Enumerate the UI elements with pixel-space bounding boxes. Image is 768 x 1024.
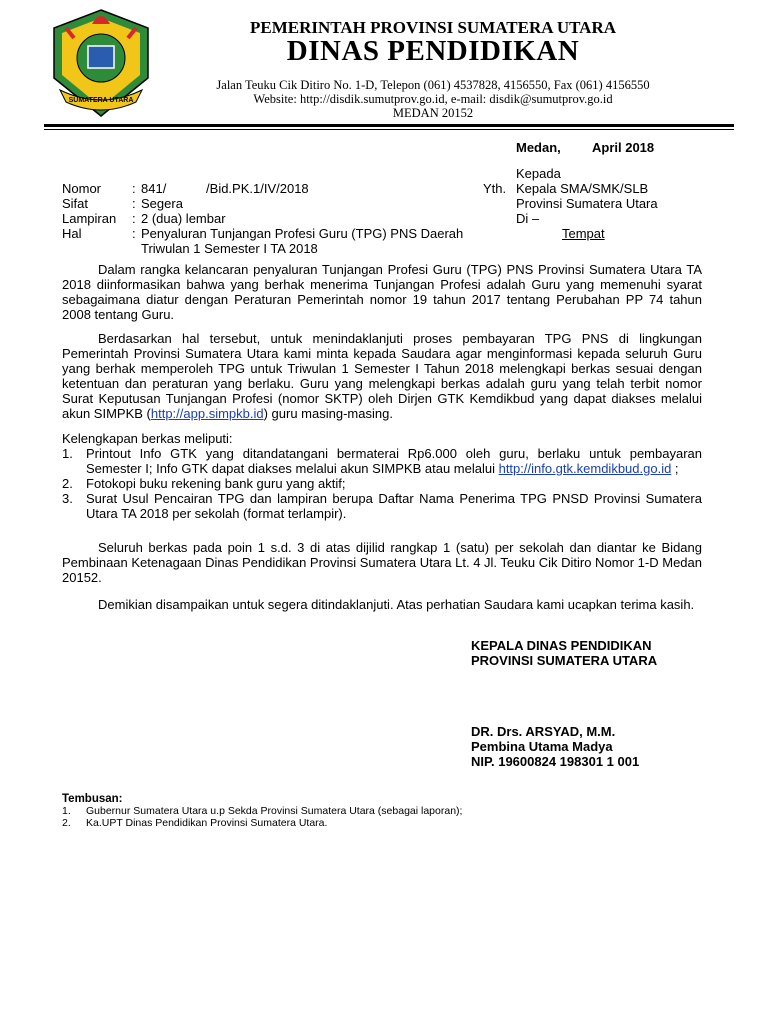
tembusan-list xyxy=(62,805,622,829)
meta-label: Sifat xyxy=(62,196,89,211)
address-web-line: Website: http://disdik.sumutprov.go.id, e-mail: disdik@sumutprov.go.id xyxy=(253,92,613,106)
signature-title-line: PROVINSI SUMATERA UTARA xyxy=(471,653,658,668)
tembusan-item xyxy=(62,805,622,817)
recipient-line: Provinsi Sumatera Utara xyxy=(516,196,658,211)
place: Medan, xyxy=(516,140,561,155)
meta-value: 841/ /Bid.PK.1/IV/2018 xyxy=(141,181,309,196)
recipient-block xyxy=(516,166,716,241)
paragraph-text: Dalam rangka kelancaran penyaluran Tunjangan Profesi Guru (TPG) PNS Provinsi Sumatera Utara TA 2018 diinformasikan bahwa yang berhak menerima Tunjangan Profesi adalah Guru yang memenuhi syarat sebagaimana diatur dengan Peraturan Pemerintah nomor 19 tahun 2017 tentang Perubahan PP 74 tahun 2008 tentang Guru. xyxy=(62,262,702,322)
body-paragraph-3 xyxy=(62,540,702,585)
paragraph-text: Demikian disampaikan untuk segera ditindaklanjuti. Atas perhatian Saudara kami ucapkan terima kasih. xyxy=(98,597,695,612)
tembusan-text: Gubernur Sumatera Utara u.p Sekda Provinsi Sumatera Utara (sebagai laporan); xyxy=(86,805,463,817)
signature-title-line: KEPALA DINAS PENDIDIKAN xyxy=(471,638,652,653)
recipient-place: Tempat xyxy=(562,226,605,241)
signer-rank: Pembina Utama Madya xyxy=(471,739,613,754)
meta-label: Hal xyxy=(62,226,82,241)
list-number: 2. xyxy=(62,476,73,491)
signature-title xyxy=(471,638,731,668)
letter-date: April 2018 xyxy=(592,140,655,155)
info-gtk-link[interactable]: http://info.gtk.kemdikbud.go.id xyxy=(498,461,672,476)
tembusan-text: Ka.UPT Dinas Pendidikan Provinsi Sumatera Utara. xyxy=(86,817,328,829)
meta-value: 2 (dua) lembar xyxy=(141,211,226,226)
letterhead-government: PEMERINTAH PROVINSI SUMATERA UTARA xyxy=(250,18,616,37)
recipient-line: Kepala SMA/SMK/SLB xyxy=(516,181,649,196)
meta-label: Lampiran xyxy=(62,211,117,226)
meta-value: Segera xyxy=(141,196,183,211)
list-item xyxy=(62,446,702,476)
letterhead-rule-thick xyxy=(44,124,734,127)
requirements-list-block xyxy=(62,431,702,521)
requirements-list xyxy=(62,446,702,521)
list-item xyxy=(62,476,702,491)
body-paragraph-2 xyxy=(62,331,702,421)
tembusan-number: 2. xyxy=(62,817,71,829)
meta-value: Penyaluran Tunjangan Profesi Guru (TPG) PNS Daerah Triwulan 1 Semester I TA 2018 xyxy=(141,226,464,256)
tembusan-title: Tembusan: xyxy=(62,793,123,805)
list-intro: Kelengkapan berkas meliputi: xyxy=(62,431,233,446)
list-item-text: Surat Usul Pencairan TPG dan lampiran berupa Daftar Nama Penerima TPG PNSD Provinsi Sumatera Utara TA 2018 per sekolah (format terlampir). xyxy=(86,491,702,521)
list-number: 3. xyxy=(62,491,73,506)
letterhead-agency: DINAS PENDIDIKAN xyxy=(286,35,580,67)
address-line: Jalan Teuku Cik Ditiro No. 1-D, Telepon (061) 4537828, 4156550, Fax (061) 4156550 xyxy=(216,78,650,92)
recipient-line: Di – xyxy=(516,211,540,226)
place-date xyxy=(516,140,654,155)
body-paragraph-1 xyxy=(62,262,702,322)
body-paragraph-4 xyxy=(62,597,702,612)
signer-block xyxy=(471,724,731,769)
tembusan-block xyxy=(62,793,622,829)
tembusan-number: 1. xyxy=(62,805,71,817)
meta-colon: : xyxy=(132,226,136,241)
paragraph-text: Seluruh berkas pada poin 1 s.d. 3 di atas dijilid rangkap 1 (satu) per sekolah dan diantar ke Bidang Pembinaan Ketenagaan Dinas Pendidikan Provinsi Sumatera Utara Lt. 4 Jl. Teuku Cik Ditiro Nomor 1-D Medan 20152. xyxy=(62,540,702,585)
meta-colon: : xyxy=(132,196,136,211)
list-item-text: Fotokopi buku rekening bank guru yang aktif; xyxy=(86,476,346,491)
list-item xyxy=(62,491,702,521)
paragraph-text: Berdasarkan hal tersebut, untuk menindaklanjuti proses pembayaran TPG PNS di lingkungan Pemerintah Provinsi Sumatera Utara kami minta kepada Saudara agar menginformasi kepada seluruh Guru yang berhak memperoleh TPG untuk Triwulan 1 Semester I Tahun 2018 melengkapi berkas sesuai dengan ketentuan dan peraturan yang berlaku. Guru yang melengkapi berkas adalah guru yang telah terbit nomor Surat Keputusan Tunjangan Profesi (nomor SKTP) oleh Dirjen GTK Kemdikbud yang dapat diakses melalui akun SIMPKB ( xyxy=(62,331,702,421)
meta-label: Nomor xyxy=(62,181,102,196)
signer-name: DR. Drs. ARSYAD, M.M. xyxy=(471,724,616,739)
paragraph-text: ) guru masing-masing. xyxy=(263,406,393,421)
letterhead-address xyxy=(150,78,716,120)
meta-colon: : xyxy=(132,211,136,226)
list-number: 1. xyxy=(62,446,73,461)
tembusan-item xyxy=(62,817,622,829)
recipient-line: Kepada xyxy=(516,166,561,181)
simpkb-link[interactable]: http://app.simpkb.id xyxy=(150,406,264,421)
yth-label: Yth. xyxy=(483,181,507,196)
list-item-text: ; xyxy=(671,461,679,476)
emblem-center-plate xyxy=(88,46,114,68)
province-emblem-logo xyxy=(44,6,158,120)
list-item-text: Printout Info GTK yang ditandatangani bermaterai Rp6.000 oleh guru, berlaku untuk pembayaran Semester I; Info GTK dapat diakses melalui akun SIMPKB atau melalui xyxy=(86,446,702,476)
signer-nip: NIP. 19600824 198301 1 001 xyxy=(471,754,640,769)
emblem-ribbon-text: SUMATERA UTARA xyxy=(68,97,134,104)
letterhead-rule-thin xyxy=(44,129,734,130)
meta-colon: : xyxy=(132,181,136,196)
address-city-line: MEDAN 20152 xyxy=(392,106,474,120)
